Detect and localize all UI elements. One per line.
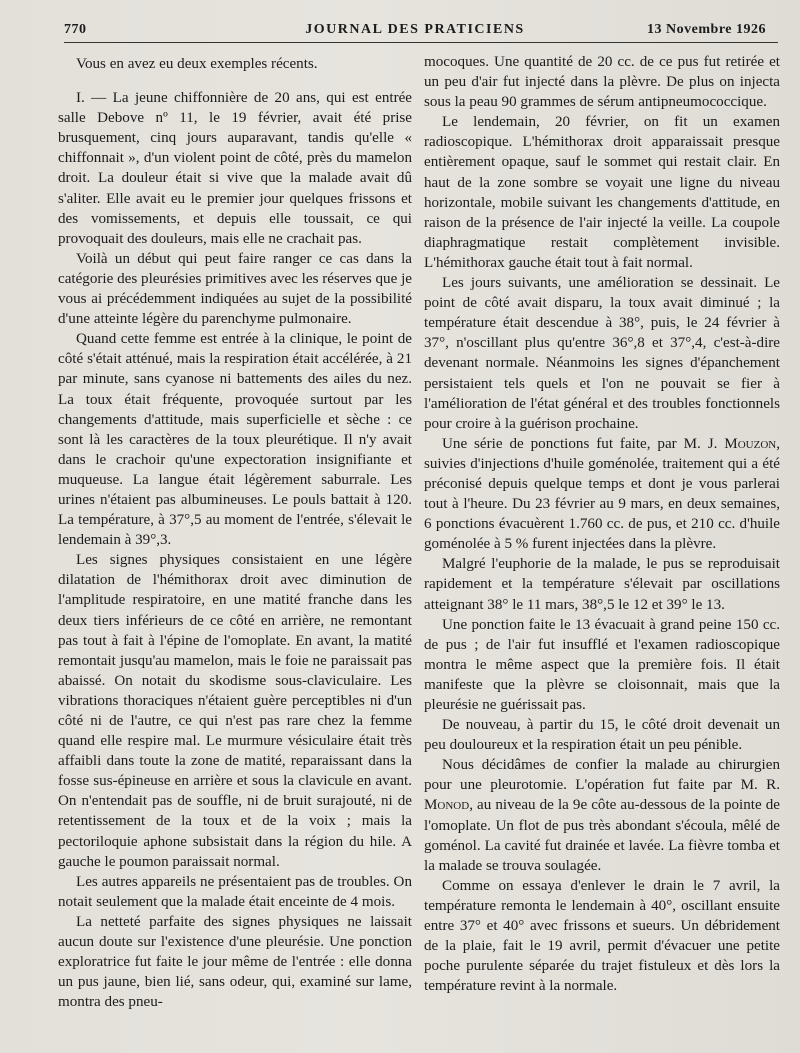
right-column [424, 52, 780, 996]
drain-paragraph: Comme on essaya d'enlever le drain le 7 avril, la température remonta le lendemain à 40°, oscillant ensuite entre 37° et 40° avec frissons et sueurs. Un débridement de la plaie, fait le 19 avril, permit d'évacuer une petite poche purulente séparée du trajet fistuleux et dès lors la température revint à la normale. [424, 877, 780, 995]
case-paragraph: I. — La jeune chiffonnière de 20 ans, qui est entrée salle Debove nº 11, le 19 février, avait été prise brusquement, cinq jours auparavant, tandis qu'elle « chiffonnait », d'un violent point de côté, près du mamelon droit. La douleur était si vive que la malade avait dû s'aliter. Elle avait eu le premier jour quelques frissons et des vomissements, et depuis elle toussait, ce qui provoquait des douleurs, mais elle ne crachait pas. [58, 90, 412, 247]
author-name-mouzon: Mouzon [724, 435, 777, 452]
surgery-paragraph: Nous décidâmes de confier la malade au chirurgien pour une pleurotomie. L'opération fut faite par M. R. Monod, au niveau de la 9e côte au-dessous de la pointe de l'omoplate. Un flot de pus très abondant s'écoula, mêlé de goménol. La cavité fut drainée et lavée. La fièvre tomba et la malade se trouva soulagée. [424, 757, 780, 874]
onset-paragraph: Voilà un début qui peut faire ranger ce cas dans la catégorie des pleurésies primitives avec les réserves que je vous ai précédemment indiquées au sujet de la possibilité d'une atteinte légère du parenchyme pulmonaire. [58, 250, 412, 328]
improvement-paragraph: Les jours suivants, une amélioration se dessinait. Le point de côté avait disparu, la toux avait diminué ; la température était descendue à 38°, puis, le 24 février à 37°, n'oscillant plus qu'entre 36°,8 et 37°,4, c'est-à-dire devenant normale. Néanmoins les signes d'épanchement persistaient tels quels et l'on ne pouvait se fier à l'amélioration de l'état général et des troubles fonctionnels pour croire à la guérison prochaine. [424, 275, 780, 432]
header-rule [64, 42, 778, 43]
page-header [64, 18, 766, 42]
relapse-paragraph: Malgré l'euphorie de la malade, le pus se reproduisait rapidement et la température s'élevait par oscillations atteignant 38° le 11 mars, 38°,5 le 12 et 39° le 13. [424, 556, 780, 613]
page-number: 770 [64, 22, 87, 37]
other-systems-paragraph: Les autres appareils ne présentaient pas de troubles. On notait seulement que la malade était enceinte de 4 mois. [58, 873, 412, 910]
pain-paragraph: De nouveau, à partir du 15, le côté droit devenait un peu douloureux et la respiration était un peu pénible. [424, 717, 780, 754]
radioscopy-paragraph: Le lendemain, 20 février, on fit un examen radioscopique. L'hémithorax droit apparaissait presque entièrement opaque, sauf le sommet qui restait clair. En haut de la zone sombre se voyait une ligne du niveau horizontale, mobile suivant les changements d'attitude, en raison de la présence de l'air injecté la veille. La coupole diaphragmatique restait complètement invisible. L'hémithorax gauche était tout à fait normal. [424, 114, 780, 271]
left-column [58, 52, 412, 1012]
intro-line: Vous en avez eu deux exemples récents. [76, 56, 318, 72]
pleura-paragraph: Une ponction faite le 13 évacuait à grand peine 150 cc. de pus ; de l'air fut insufflé et l'examen radioscopique montra le même aspect que la première fois. Il était manifeste que la plèvre se cloisonnait, mais que la pleurésie ne guérissait pas. [424, 616, 780, 713]
issue-date: 13 Novembre 1926 [647, 22, 766, 37]
puncture-paragraph: La netteté parfaite des signes physiques ne laissait aucun doute sur l'existence d'une pleurésie. Une ponction exploratrice fut faite le jour même de l'entrée : elle donna un pus jaune, bien lié, sans odeur, qui, examiné sur lame, montra des pneu- [58, 913, 412, 1011]
physical-signs-paragraph: Les signes physiques consistaient en une légère dilatation de l'hémithorax droit avec diminution de l'amplitude respiratoire, en une matité franche dans les deux tiers inférieurs de ce côté en arrière, ne remontant pas tout à fait à l'épine de l'omoplate. En avant, la matité remontait jusqu'au mamelon, mais le foie ne paraissait pas abaissé. On notait du skodisme sous-claviculaire. Les vibrations thoraciques n'étaient guère perceptibles ni d'un côté ni de l'autre, ce qui n'est pas rare chez la femme quand elle respire mal. Le murmure vésiculaire était très affaibli dans toute la zone de matité, reparaissant dans la fosse sus-épineuse en arrière et sous la clavicule en avant. On n'entendait pas de souffle, ni de bruit surajouté, ni de retentissement de la toux et de la voix ; mais la pectoriloquie aphone subsistait dans la région du hile. A gauche le poumon paraissait normal. [58, 552, 412, 870]
continuation-paragraph: mocoques. Une quantité de 20 cc. de ce pus fut retirée et un peu d'air fut injecté dans la plèvre. De plus on injecta sous la peau 90 grammes de sérum antipneumococcique. [424, 54, 780, 111]
punctures-series-paragraph: Une série de ponctions fut faite, par M. J. Mouzon, suivies d'injections d'huile goménolée, traitement qui a été préconisé depuis quelque temps et dont je vous parlerai tout à l'heure. Du 23 février au 9 mars, en deux semaines, 6 ponctions évacuèrent 1.760 cc. de pus, et 210 cc. d'huile goménolée à 5 % furent injectées dans la plèvre. [424, 435, 780, 553]
journal-title: JOURNAL DES PRATICIENS [305, 22, 525, 37]
admission-paragraph: Quand cette femme est entrée à la clinique, le point de côté s'était atténué, mais la respiration était accélérée, à 21 par minute, sans cyanose ni battements des ailes du nez. La toux était fréquente, provoquée surtout par les changements d'attitude, mais superficielle et sèche : ce sont là les caractères de la toux pleurétique. Il n'y avait dans le crachoir qu'une expectoration insignifiante et muqueuse. La langue était légèrement saburrale. Les urines n'étaient pas albumineuses. Le pouls battait à 120. La température, à 37°,5 au moment de l'entrée, s'élevait le lendemain à 39°,3. [58, 331, 412, 549]
author-name-monod: Monod [424, 797, 470, 814]
